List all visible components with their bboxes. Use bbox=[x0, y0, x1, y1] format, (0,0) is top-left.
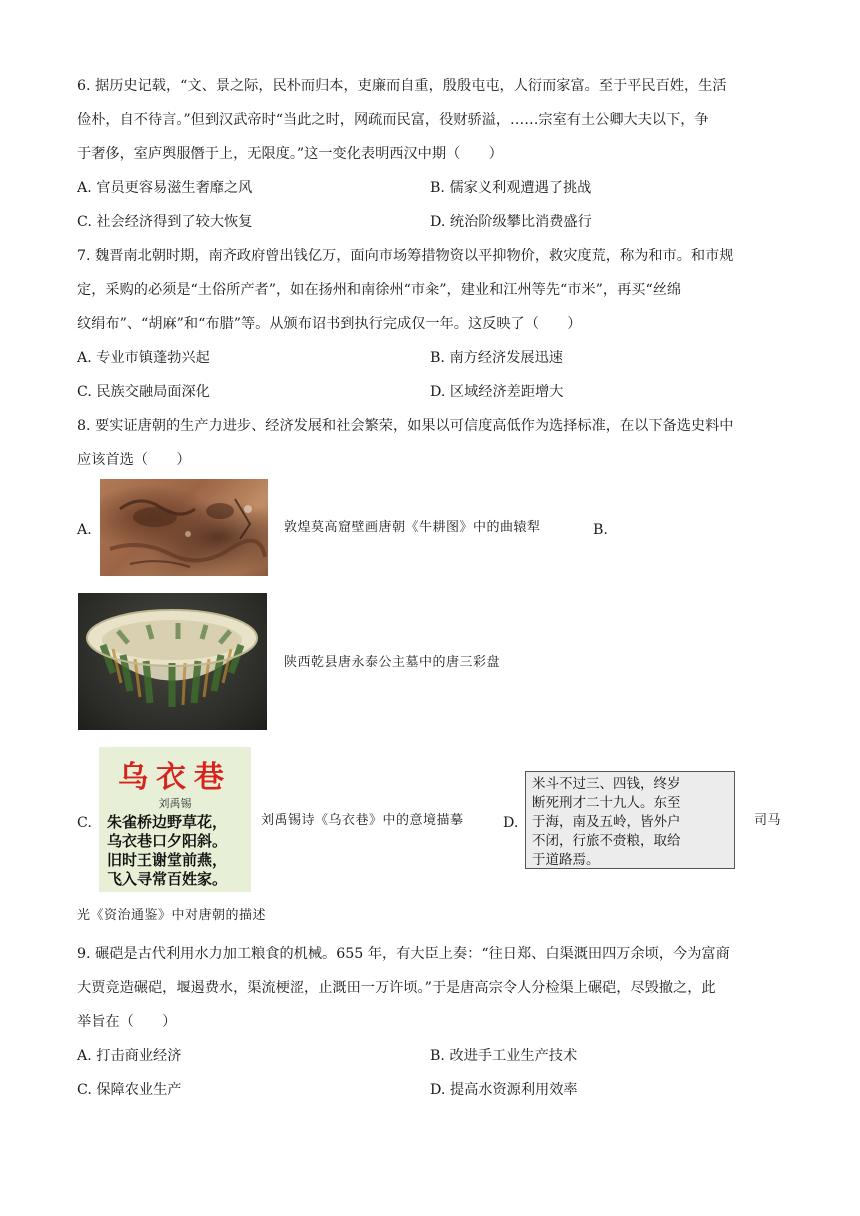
q6-stem-line-1: 6. 据历史记载，“文、景之际，民朴而归本，吏廉而自重，殷殷屯屯，人衍而家富。至于平民百姓，生活 bbox=[77, 78, 727, 94]
q8-option-d-label[interactable]: D. bbox=[503, 815, 519, 831]
q6-stem-line-3: 于奢侈，室庐舆服僭于上，无限度。”这一变化表明西汉中期（ ） bbox=[77, 146, 503, 162]
poem-line: 旧时王谢堂前燕， bbox=[107, 851, 228, 869]
poem-author: 刘禹锡 bbox=[158, 797, 192, 810]
fresco-image bbox=[100, 479, 268, 576]
q9-option-a[interactable]: A. 打击商业经济 bbox=[77, 1048, 182, 1064]
q7-option-b[interactable]: B. 南方经济发展迅速 bbox=[430, 350, 563, 366]
q9-option-c[interactable]: C. 保障农业生产 bbox=[77, 1082, 182, 1098]
q6-stem-line-2: 俭朴，自不待言。”但到汉武帝时“当此之时，网疏而民富，役财骄溢，……宗室有土公卿大夫以下，争 bbox=[77, 112, 709, 128]
q8-stem-line-2: 应该首选（ ） bbox=[77, 452, 191, 468]
q7-stem-line-2: 定，采购的必须是“土俗所产者”，如在扬州和南徐州“市籴”，建业和江州等先“市米”，再买“丝绵 bbox=[77, 282, 682, 298]
q8-option-c-label[interactable]: C. bbox=[77, 815, 92, 831]
q6-option-d[interactable]: D. 统治阶级攀比消费盛行 bbox=[430, 214, 592, 230]
q8-option-b-label[interactable]: B. bbox=[593, 522, 608, 538]
q6-option-c[interactable]: C. 社会经济得到了较大恢复 bbox=[77, 214, 253, 230]
q9-stem-line-2: 大贾竞造碾硙，堰遏费水，渠流梗涩，止溉田一万许顷。”于是唐高宗令人分检渠上碾硙，尽毁撤之，此 bbox=[77, 980, 716, 996]
poem-line: 飞入寻常百姓家。 bbox=[107, 870, 228, 888]
q9-option-b[interactable]: B. 改进手工业生产技术 bbox=[430, 1048, 578, 1064]
q9-stem-line-1: 9. 碾硙是古代利用水力加工粮食的机械。655 年，有大臣上奏：“往日郑、白渠溉田四万余顷，今为富商 bbox=[77, 946, 730, 962]
poem-line: 朱雀桥边野草花， bbox=[107, 813, 228, 831]
poem-image bbox=[99, 747, 251, 892]
q9-stem-line-3: 举旨在（ ） bbox=[77, 1014, 177, 1030]
q7-option-a[interactable]: A. 专业市镇蓬勃兴起 bbox=[77, 350, 210, 366]
quote-box bbox=[525, 771, 735, 869]
q6-option-a[interactable]: A. 官员更容易滋生奢靡之风 bbox=[77, 180, 253, 196]
tricolor-bowl-image bbox=[78, 593, 267, 730]
q8-option-c-caption: 刘禹锡诗《乌衣巷》中的意境描摹 bbox=[261, 813, 464, 828]
poem-title: 乌衣巷 bbox=[118, 760, 232, 795]
q7-option-d[interactable]: D. 区域经济差距增大 bbox=[430, 384, 564, 400]
quote-line: 于海，南及五岭，皆外户 bbox=[532, 814, 681, 830]
q8-stem-line-1: 8. 要实证唐朝的生产力进步、经济发展和社会繁荣，如果以可信度高低作为选择标准，在以下备选史料中 bbox=[77, 418, 734, 434]
quote-line: 于道路焉。 bbox=[532, 852, 600, 868]
quote-line: 不闭，行旅不赍粮，取给 bbox=[532, 833, 681, 849]
q8-option-d-caption-end: 光《资治通鉴》中对唐朝的描述 bbox=[77, 908, 267, 923]
q7-option-c[interactable]: C. 民族交融局面深化 bbox=[77, 384, 210, 400]
q7-stem-line-1: 7. 魏晋南北朝时期，南齐政府曾出钱亿万，面向市场筹措物资以平抑物价，救灾度荒，称为和市。和市规 bbox=[77, 248, 734, 264]
quote-line: 断死刑才二十九人。东至 bbox=[532, 795, 681, 811]
q7-stem-line-3: 纹绢布”、“胡麻”和“布腊”等。从颁布诏书到执行完成仅一年。这反映了（ ） bbox=[77, 316, 582, 332]
quote-line: 米斗不过三、四钱，终岁 bbox=[532, 776, 681, 792]
q9-option-d[interactable]: D. 提高水资源利用效率 bbox=[430, 1082, 578, 1098]
poem-line: 乌衣巷口夕阳斜。 bbox=[107, 832, 228, 850]
q8-option-a-caption: 敦煌莫高窟壁画唐朝《牛耕图》中的曲辕犁 bbox=[284, 520, 541, 535]
q8-option-a-label[interactable]: A. bbox=[77, 522, 92, 538]
q8-option-d-caption-start: 司马 bbox=[754, 813, 782, 828]
q8-option-b-caption: 陕西乾县唐永泰公主墓中的唐三彩盘 bbox=[284, 655, 501, 670]
q6-option-b[interactable]: B. 儒家义利观遭遇了挑战 bbox=[430, 180, 592, 196]
